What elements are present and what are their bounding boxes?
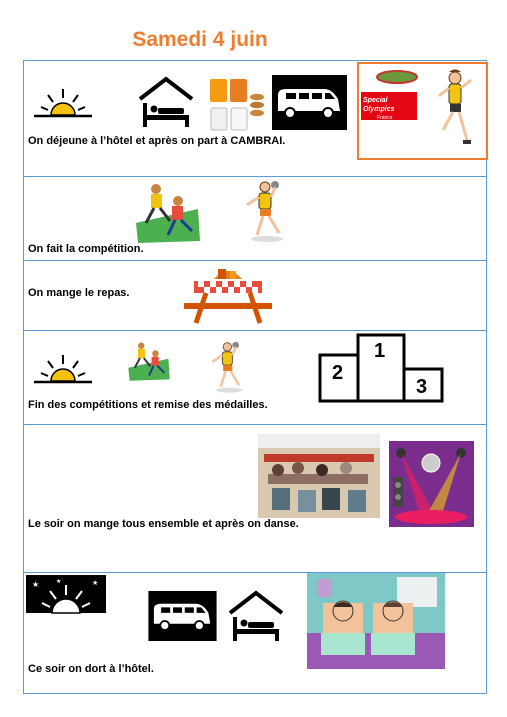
- svg-text:★: ★: [92, 579, 99, 587]
- shot-put-icon: [204, 337, 254, 395]
- minibus-icon: [148, 591, 217, 641]
- schedule-row-night: [24, 573, 486, 695]
- logo-word-olympics: Olympics: [363, 106, 395, 113]
- schedule-row-evening: [24, 425, 486, 573]
- row-caption: Ce soir on dort à l’hôtel.: [28, 663, 154, 675]
- hotel-bed-icon: [136, 75, 196, 131]
- night-icon: [26, 575, 106, 631]
- minibus-icon: [272, 75, 347, 130]
- row-caption: On mange le repas.: [28, 287, 130, 299]
- dining-hall-photo: [258, 434, 380, 518]
- breakfast-photo: [206, 75, 266, 133]
- hotel-bed-icon: [226, 589, 286, 645]
- podium-third-label: 3: [416, 376, 428, 398]
- runners-icon: [127, 339, 171, 381]
- podium-icon: [318, 333, 444, 403]
- schedule-row-medals: [24, 331, 486, 425]
- podium-second-label: 2: [332, 362, 344, 384]
- sunrise-icon: [32, 85, 94, 121]
- page-title: Samedi 4 juin: [132, 28, 268, 51]
- schedule-row-breakfast: [24, 61, 486, 177]
- schedule-row-meal: [24, 261, 486, 331]
- schedule-row-competition: [24, 177, 486, 261]
- svg-text:★: ★: [56, 578, 62, 585]
- schedule-table: [23, 60, 487, 694]
- svg-text:★: ★: [32, 580, 40, 589]
- picnic-table-icon: [184, 265, 272, 327]
- special-olympics-runner-image: [357, 62, 488, 160]
- hotel-room-photo: [307, 573, 445, 669]
- dance-floor-icon: [389, 441, 474, 527]
- runners-icon: [134, 179, 202, 243]
- logo-word-special: Special: [363, 97, 388, 104]
- row-caption: On fait la compétition.: [28, 243, 144, 255]
- row-caption: Fin des compétitions et remise des médailles.: [28, 399, 268, 411]
- row-caption: Le soir on mange tous ensemble et après on danse.: [28, 518, 299, 530]
- logo-word-france: France: [377, 115, 393, 121]
- row-caption: On déjeune à l’hôtel et après on part à CAMBRAI.: [28, 135, 286, 147]
- shot-put-icon: [237, 177, 297, 243]
- podium-first-label: 1: [374, 340, 386, 362]
- sunrise-icon: [32, 351, 94, 387]
